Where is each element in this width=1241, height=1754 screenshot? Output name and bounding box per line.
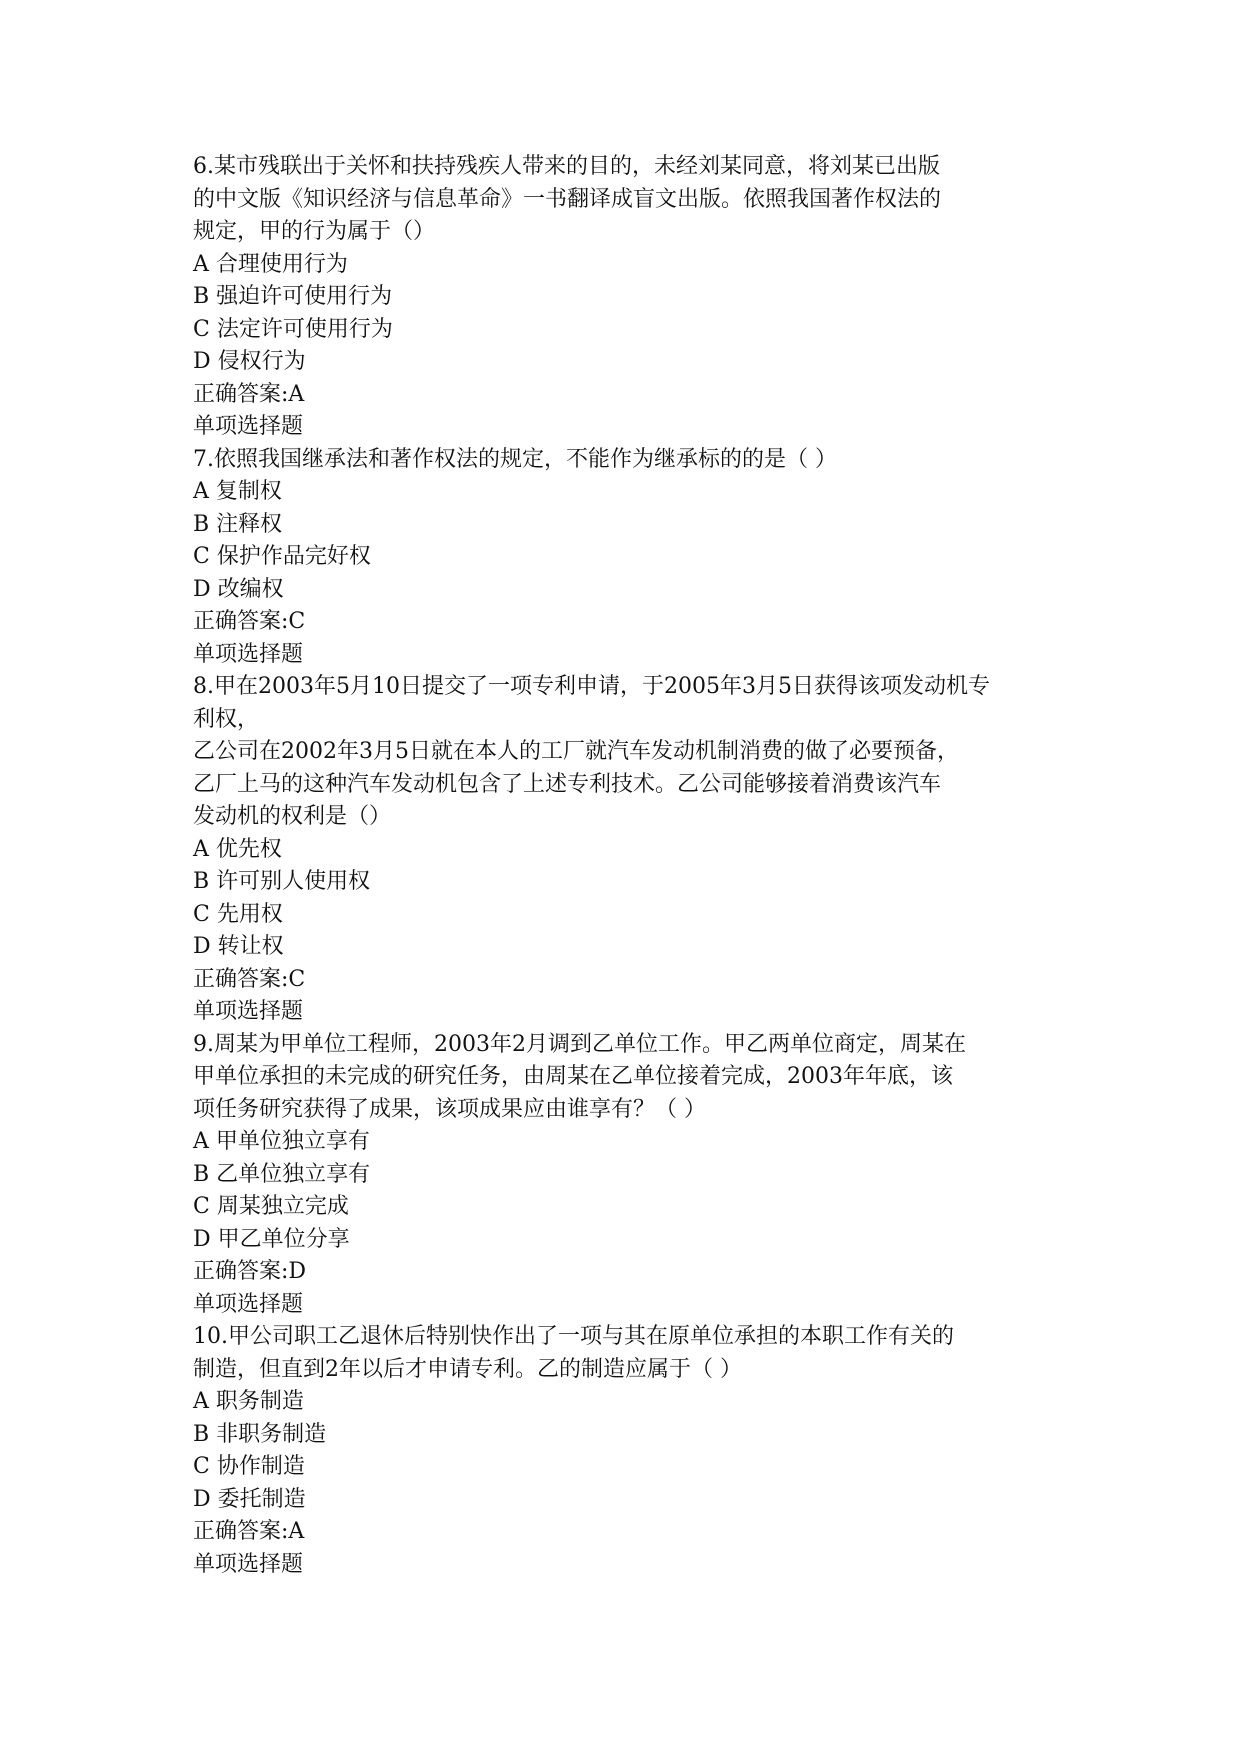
option-b: B 乙单位独立享有 — [193, 1161, 371, 1187]
question-stem-line: 制造，但直到2年以后才申请专利。乙的制造应属于（ ） — [193, 1356, 742, 1382]
correct-answer: 正确答案:A — [193, 381, 305, 407]
option-a: A 优先权 — [193, 836, 282, 862]
question-stem-line: 7.依照我国继承法和著作权法的规定，不能作为继承标的的是（ ） — [193, 446, 837, 472]
option-c: C 先用权 — [193, 901, 283, 927]
question-stem-line: 利权， — [193, 706, 260, 732]
option-a: A 职务制造 — [193, 1389, 304, 1414]
option-c: C 协作制造 — [193, 1454, 305, 1479]
question-stem-line: 甲单位承担的未完成的研究任务，由周某在乙单位接着完成，2003年年底，该 — [193, 1064, 953, 1089]
question-stem-line: 9.周某为甲单位工程师，2003年2月调到乙单位工作。甲乙两单位商定，周某在 — [193, 1031, 966, 1057]
option-d: D 委托制造 — [193, 1486, 306, 1512]
option-b: B 许可别人使用权 — [193, 869, 371, 894]
question-stem-line: 乙厂上马的这种汽车发动机包含了上述专利技术。乙公司能够接着消费该汽车 — [193, 771, 942, 797]
question-10 — [193, 1321, 1063, 1581]
question-type: 单项选择题 — [193, 999, 304, 1024]
question-type: 单项选择题 — [193, 1291, 304, 1317]
option-d: D 转让权 — [193, 934, 284, 959]
question-6 — [193, 151, 1063, 444]
option-c: C 保护作品完好权 — [193, 544, 371, 569]
question-stem-line: 发动机的权利是（） — [193, 804, 392, 829]
question-stem-line: 6.某市残联出于关怀和扶持残疾人带来的目的，未经刘某同意，将刘某已出版 — [193, 154, 940, 179]
question-stem-line: 规定，甲的行为属于（） — [193, 219, 436, 244]
option-a: A 复制权 — [193, 479, 282, 504]
correct-answer: 正确答案:D — [193, 1259, 307, 1284]
question-type: 单项选择题 — [193, 414, 304, 439]
option-c: C 周某独立完成 — [193, 1194, 349, 1219]
option-a: A 合理使用行为 — [193, 251, 348, 277]
correct-answer: 正确答案:A — [193, 1519, 305, 1544]
question-7 — [193, 444, 1063, 672]
option-d: D 改编权 — [193, 576, 284, 602]
question-stem-line: 10.甲公司职工乙退休后特别快作出了一项与其在原单位承担的本职工作有关的 — [193, 1324, 954, 1349]
question-stem-line: 乙公司在2002年3月5日就在本人的工厂就汽车发动机制消费的做了必要预备， — [193, 739, 959, 764]
question-stem-line: 8.甲在2003年5月10日提交了一项专利申请，于2005年3月5日获得该项发动机专 — [193, 674, 990, 699]
option-b: B 注释权 — [193, 511, 283, 537]
question-stem-line: 的中文版《知识经济与信息革命》一书翻译成盲文出版。依照我国著作权法的 — [193, 186, 942, 212]
document-page — [193, 151, 1063, 1581]
option-b: B 非职务制造 — [193, 1421, 327, 1447]
question-type: 单项选择题 — [193, 641, 304, 667]
option-d: D 侵权行为 — [193, 349, 306, 374]
option-d: D 甲乙单位分享 — [193, 1226, 350, 1252]
correct-answer: 正确答案:C — [193, 966, 306, 992]
question-8 — [193, 671, 1063, 1029]
question-stem-line: 项任务研究获得了成果，该项成果应由谁享有？（ ） — [193, 1096, 706, 1122]
option-b: B 强迫许可使用行为 — [193, 284, 393, 309]
question-type: 单项选择题 — [193, 1551, 304, 1577]
question-9 — [193, 1029, 1063, 1322]
option-a: A 甲单位独立享有 — [193, 1129, 370, 1154]
correct-answer: 正确答案:C — [193, 609, 306, 634]
option-c: C 法定许可使用行为 — [193, 316, 393, 342]
